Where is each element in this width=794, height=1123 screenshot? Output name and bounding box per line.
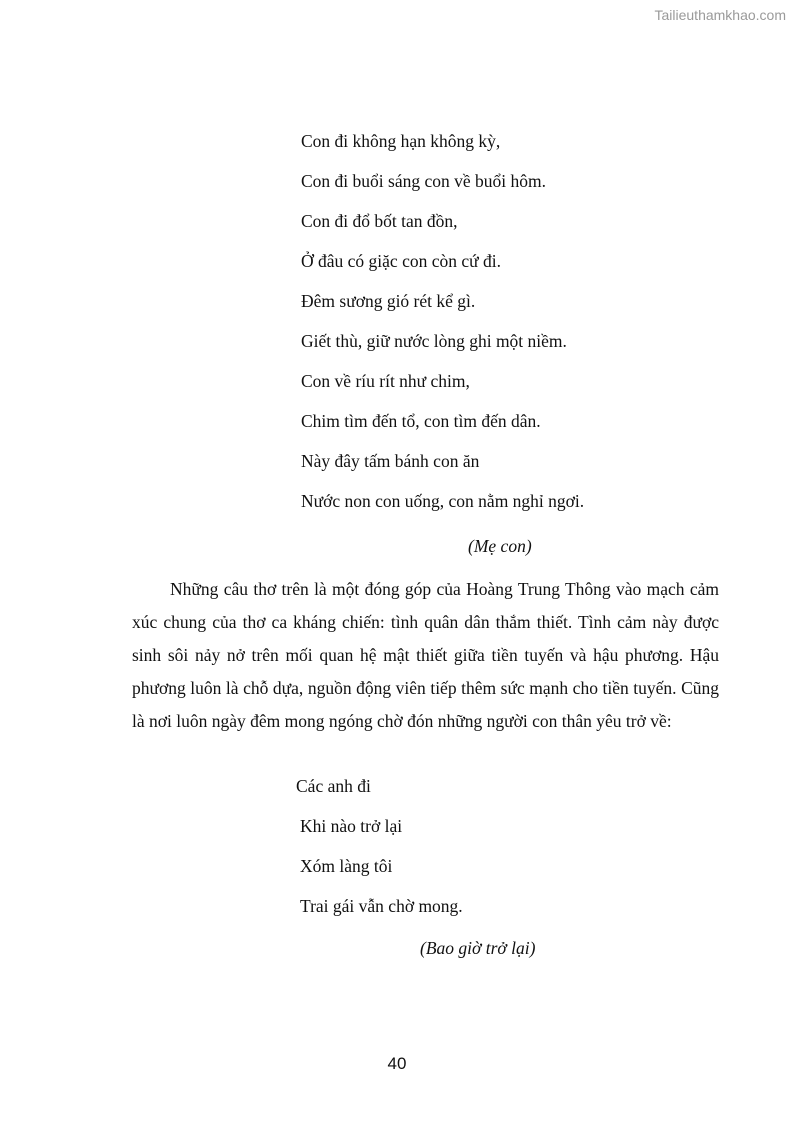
poem-line: Trai gái vẫn chờ mong. (300, 896, 463, 916)
poem-line: Giết thù, giữ nước lòng ghi một niềm. (301, 331, 567, 351)
body-paragraph (132, 573, 719, 738)
paragraph-text: Những câu thơ trên là một đóng góp của Hoàng Trung Thông vào mạch cảm xúc chung của thơ ca kháng chiến: tình quân dân thắm thiết. Tình cảm này được sinh sôi nảy nở trên mối quan hệ mật thiết giữa tiền tuyến và hậu phương. Hậu phương luôn là chỗ dựa, nguồn động viên tiếp thêm sức mạnh cho tiền tuyến. Cũng là nơi luôn ngày đêm mong ngóng chờ đón những người con thân yêu trở về: (132, 579, 719, 731)
poem-line: Chim tìm đến tổ, con tìm đến dân. (301, 411, 541, 431)
poem-baogiotrolai (296, 776, 463, 936)
poem-source-mecon: (Mẹ con) (468, 536, 532, 556)
poem-line: Ở đâu có giặc con còn cứ đi. (301, 251, 501, 271)
poem-line: Xóm làng tôi (300, 856, 393, 876)
poem-line: Con đi đổ bốt tan đồn, (301, 211, 458, 231)
poem-mecon (301, 131, 584, 531)
page-number: 40 (387, 1054, 407, 1073)
poem-line: Nước non con uống, con nằm nghỉ ngơi. (301, 491, 585, 511)
poem-line: Con đi buổi sáng con về buổi hôm. (301, 171, 546, 191)
poem-line: Con đi không hạn không kỳ, (301, 131, 501, 151)
watermark: Tailieuthamkhao.com (654, 7, 786, 23)
poem-line: Này đây tấm bánh con ăn (301, 451, 480, 471)
poem-line: Con về ríu rít như chim, (301, 371, 470, 391)
poem-source-baogiotrolai: (Bao giờ trở lại) (420, 938, 536, 958)
poem-line: Khi nào trở lại (300, 816, 403, 836)
poem-line: Đêm sương gió rét kể gì. (301, 291, 476, 311)
poem-line: Các anh đi (296, 776, 371, 796)
